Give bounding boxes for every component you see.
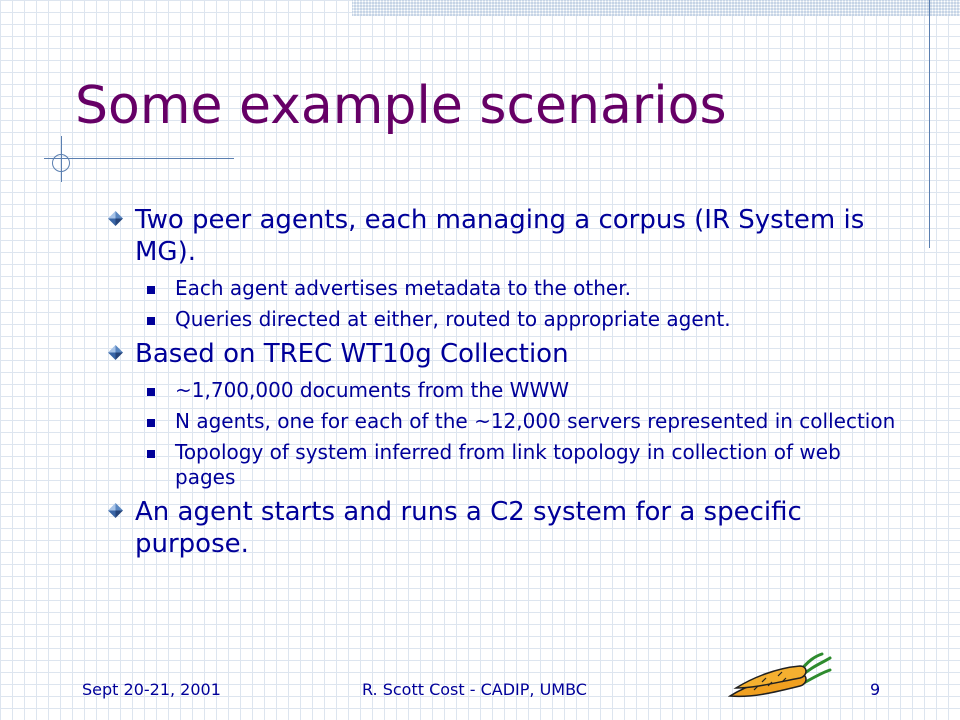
square-bullet-icon xyxy=(147,388,155,396)
square-bullet-icon xyxy=(147,450,155,458)
bullet-level1-text: An agent starts and runs a C2 system for a specific purpose. xyxy=(135,497,802,559)
decor-vertical-rule-right xyxy=(929,0,930,248)
bullet-level2-text: Each agent advertises metadata to the other. xyxy=(175,276,631,300)
footer-page-number: 9 xyxy=(870,680,881,699)
bullet-level2 xyxy=(100,440,900,490)
sub-bullet-list xyxy=(100,378,900,490)
diamond-bullet-icon xyxy=(108,503,123,518)
decor-horizontal-rule xyxy=(44,158,234,159)
top-decor-bar xyxy=(352,0,960,16)
bullet-level2 xyxy=(100,307,900,332)
slide-body xyxy=(100,204,900,566)
square-bullet-icon xyxy=(147,317,155,325)
bullet-level2-text: Topology of system inferred from link topology in collection of web pages xyxy=(175,440,841,489)
bullet-group xyxy=(100,496,900,560)
slide-title: Some example scenarios xyxy=(75,76,727,136)
square-bullet-icon xyxy=(147,419,155,427)
square-bullet-icon xyxy=(147,286,155,294)
bullet-level1 xyxy=(100,204,900,268)
bullet-level2-text: Queries directed at either, routed to appropriate agent. xyxy=(175,307,731,331)
bullet-level2 xyxy=(100,409,900,434)
bullet-level2 xyxy=(100,378,900,403)
bullet-level2-text: ~1,700,000 documents from the WWW xyxy=(175,378,569,402)
decor-circle xyxy=(52,154,70,172)
sub-bullet-list xyxy=(100,276,900,332)
footer-author: R. Scott Cost - CADIP, UMBC xyxy=(362,680,587,699)
diamond-bullet-icon xyxy=(108,345,123,360)
bullet-level1 xyxy=(100,496,900,560)
bullet-group xyxy=(100,338,900,490)
footer-date: Sept 20-21, 2001 xyxy=(82,680,221,699)
bullet-level1-text: Two peer agents, each managing a corpus (IR System is MG). xyxy=(135,205,865,267)
bullet-level1-text: Based on TREC WT10g Collection xyxy=(135,339,569,369)
bullet-group xyxy=(100,204,900,332)
carrot-icon xyxy=(728,652,832,702)
bullet-level1 xyxy=(100,338,900,370)
bullet-level2 xyxy=(100,276,900,301)
diamond-bullet-icon xyxy=(108,211,123,226)
bullet-level2-text: N agents, one for each of the ~12,000 servers represented in collection xyxy=(175,409,896,433)
